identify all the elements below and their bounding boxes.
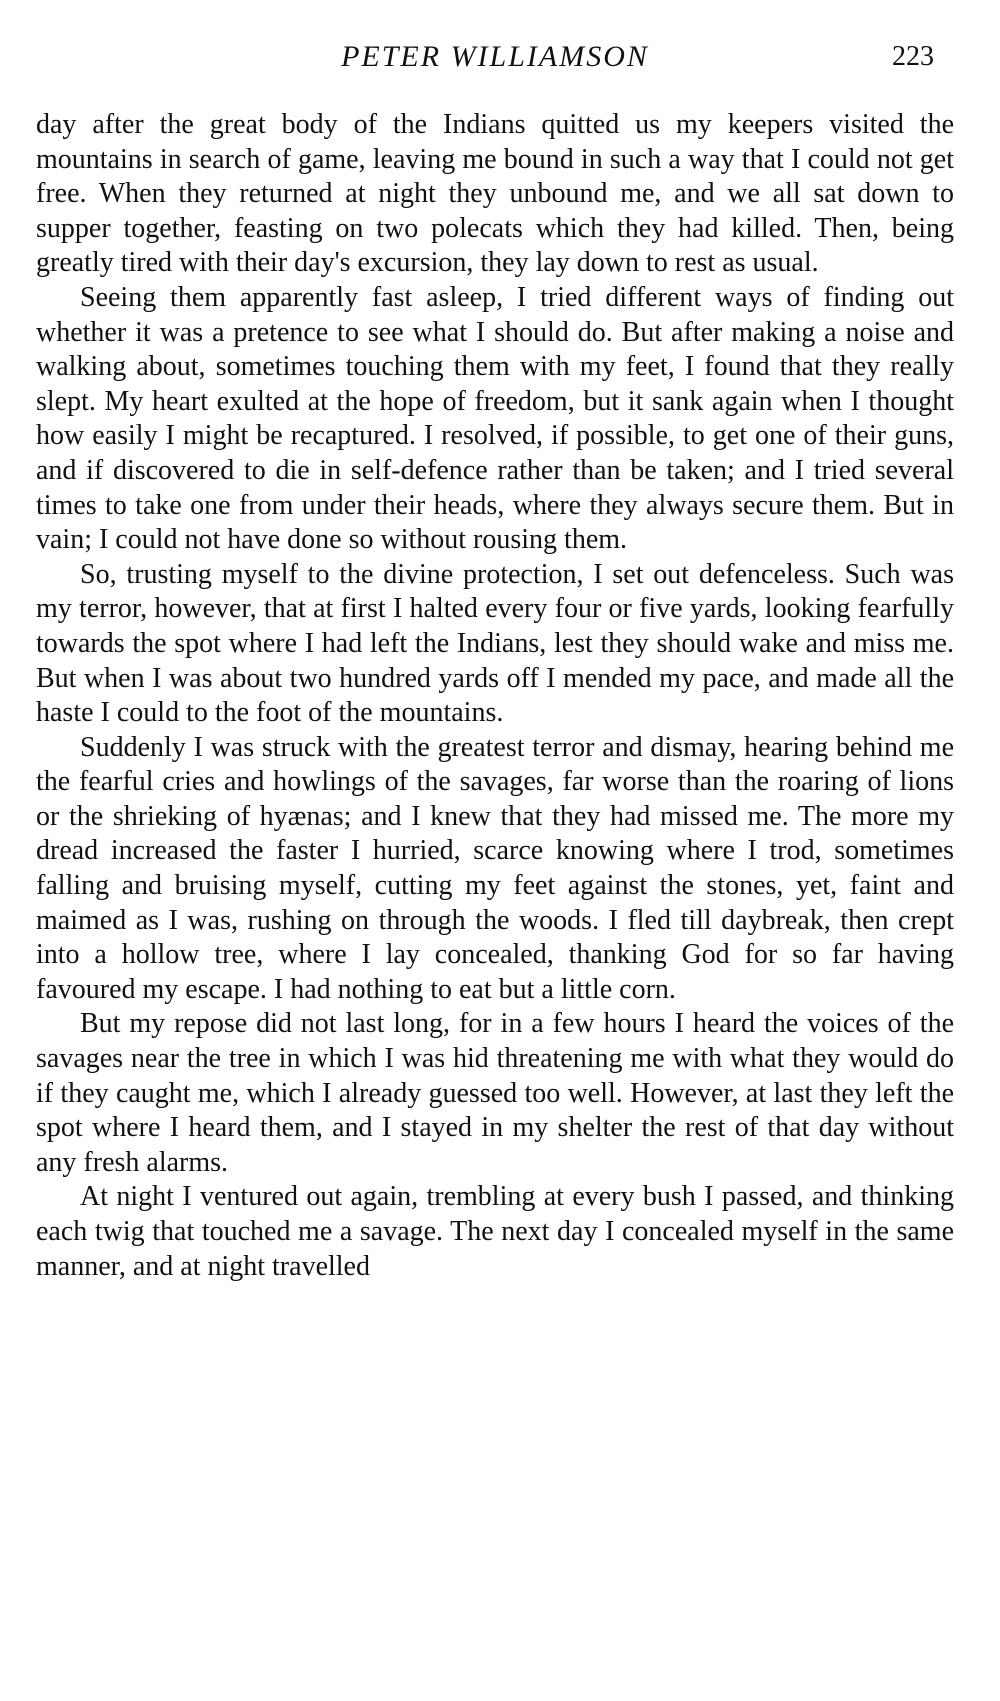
paragraph: Seeing them apparently fast asleep, I tried different ways of finding out whether it was a pretence to see what I should do. But after making a noise and walking about, sometimes touching them with my feet, I found that they really slept. My heart exulted at the hope of freedom, but it sank again when I thought how easily I might be recaptured. I resolved, if possible, to get one of their guns, and if discovered to die in self-defence rather than be taken; and I tried several times to take one from under their heads, where they always secure them. But in vain; I could not have done so without rousing them. — [36, 281, 954, 556]
paragraph: But my repose did not last long, for in a few hours I heard the voices of the savages near the tree in which I was hid threatening me with what they would do if they caught me, which I already guessed too well. However, at last they left the spot where I heard them, and I stayed in my shelter the rest of that day without any fresh alarms. — [36, 1008, 954, 1178]
running-title: PETER WILLIAMSON — [341, 40, 649, 73]
page-number: 223 — [892, 41, 934, 72]
paragraph: At night I ventured out again, trembling at every bush I passed, and thinking each twig that touched me a savage. The next day I concealed myself in the same manner, and at night travelled — [36, 1181, 954, 1282]
paragraph: Suddenly I was struck with the greatest terror and dismay, hearing behind me the fearful cries and howlings of the savages, far worse than the roaring of lions or the shrieking of hyænas; and I knew that they had missed me. The more my dread increased the faster I hurried, scarce knowing where I trod, sometimes falling and bruising myself, cutting my feet against the stones, yet, faint and maimed as I was, rushing on through the woods. I fled till daybreak, then crept into a hollow tree, where I lay concealed, thanking God for so far having favoured my escape. I had nothing to eat but a little corn. — [36, 731, 954, 1005]
paragraph-continuation: day after the great body of the Indians quitted us my keepers visited the mountains in search of game, leaving me bound in such a way that I could not get free. When they returned at night they unbound me, and we all sat down to supper together, feasting on two polecats which they had killed. Then, being greatly tired with their day's excursion, they lay down to rest as usual. — [36, 109, 954, 279]
running-head — [36, 40, 954, 90]
body-text — [36, 108, 954, 1284]
paragraph: So, trusting myself to the divine protection, I set out defenceless. Such was my terror, however, that at first I halted every four or five yards, looking fearfully towards the spot where I had left the Indians, lest they should wake and miss me. But when I was about two hundred yards off I mended my pace, and made all the haste I could to the foot of the mountains. — [36, 558, 954, 729]
book-page — [36, 40, 954, 1284]
